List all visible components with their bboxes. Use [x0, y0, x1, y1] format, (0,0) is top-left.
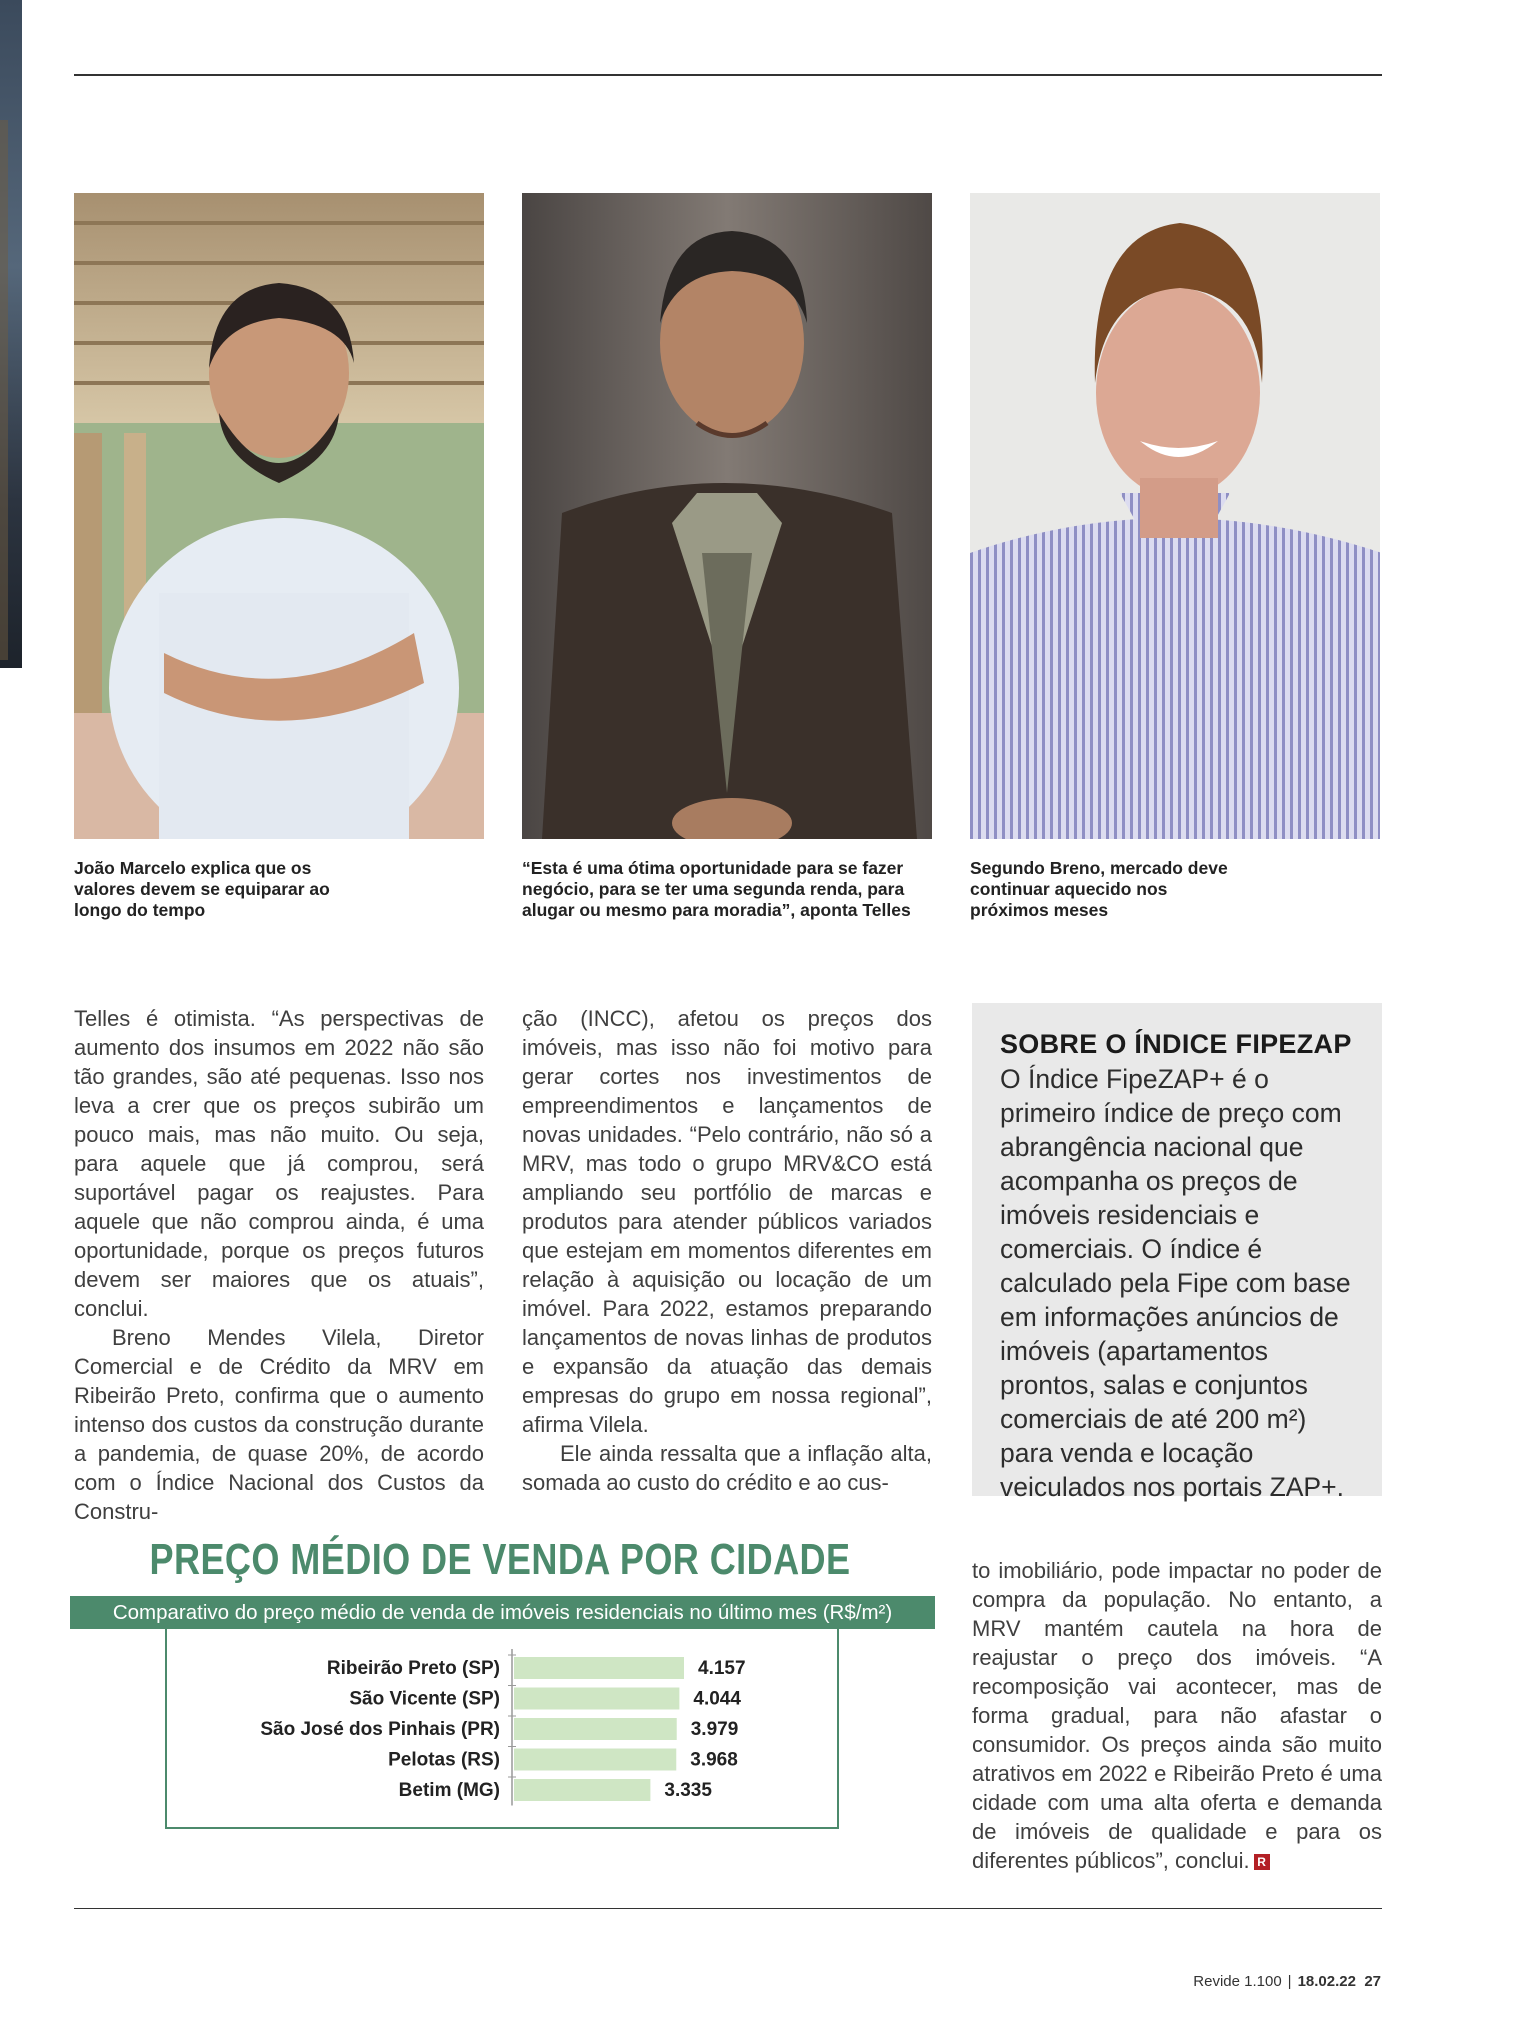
category-label: Betim (MG) — [398, 1780, 500, 1801]
article-column-3 — [972, 1556, 1382, 1875]
photo-joao-marcelo — [74, 193, 484, 839]
value-label: 4.157 — [698, 1658, 746, 1679]
bar — [514, 1657, 684, 1679]
bottom-rule — [74, 1908, 1382, 1909]
footer-date: 18.02.22 — [1297, 1973, 1356, 1990]
article-column-2 — [522, 1004, 932, 1497]
bar — [514, 1779, 650, 1801]
bar — [514, 1718, 677, 1740]
footer-separator: | — [1287, 1973, 1292, 1990]
sidebar-title: SOBRE O ÍNDICE FIPEZAP — [1000, 1029, 1352, 1059]
bar — [514, 1749, 676, 1771]
bar — [514, 1688, 679, 1710]
value-label: 3.335 — [664, 1780, 712, 1801]
caption-breno: Segundo Breno, mercado deve continuar aquecido nos próximos meses — [970, 858, 1228, 920]
value-label: 3.968 — [690, 1749, 738, 1771]
photo-breno — [970, 193, 1380, 839]
category-label: Ribeirão Preto (SP) — [326, 1658, 500, 1679]
article-paragraph: Breno Mendes Vilela, Diretor Comercial e de Crédito da MRV em Ribeirão Preto, confirma que o aumento intenso dos custos da construção durante a pandemia, de quase 20%, de acordo com o Índice Nacional dos Custos da Constru- — [74, 1325, 484, 1524]
page-footer — [1193, 1973, 1381, 1990]
top-rule — [74, 74, 1382, 76]
revide-logo-icon: R — [1254, 1854, 1270, 1870]
category-label: São José dos Pinhais (PR) — [260, 1719, 500, 1740]
caption-telles: “Esta é uma ótima oportunidade para se fazer negócio, para se ter uma segunda renda, para alugar ou mesmo para moradia”, aponta Telles — [522, 858, 911, 920]
article-paragraph: to imobiliário, pode impactar no poder de compra da população. No entanto, a MRV mantém cautela na hora de reajustar o preço dos imóveis. “A recomposição vai acontecer, mas de forma gradual, para não afastar o consumidor. Os preços ainda são muito atrativos em 2022 e Ribeirão Preto é uma cidade com uma alta oferta e demanda de imóveis de qualidade e para os diferentes públicos”, conclui. — [972, 1558, 1382, 1873]
photo-telles — [522, 193, 932, 839]
article-paragraph: ção (INCC), afetou os preços dos imóveis, mas isso não foi motivo para gerar cortes nos investimentos de empreendimentos e lançamentos de novas unidades. “Pelo contrário, não só a MRV, mas todo o grupo MRV&CO está ampliando seu portfólio de marcas e produtos para atender públicos variados que estejam em momentos diferentes em relação à aquisição ou locação de um imóvel. Para 2022, estamos preparando lançamentos de novas linhas de produtos e expansão da atuação das demais empresas do grupo em nossa regional”, afirma Vilela. — [522, 1006, 932, 1437]
footer-magazine: Revide 1.100 — [1193, 1973, 1282, 1990]
value-label: 4.044 — [693, 1688, 741, 1710]
chart-frame — [165, 1629, 839, 1829]
chart-subtitle: Comparativo do preço médio de venda de imóveis residenciais no último mes (R$/m²) — [70, 1596, 935, 1629]
chart-title: PREÇO MÉDIO DE VENDA POR CIDADE — [149, 1535, 851, 1584]
fipezap-sidebar — [972, 1003, 1382, 1502]
article-paragraph: Telles é otimista. “As perspectivas de aumento dos insumos em 2022 não são tão grandes, são até pequenas. Isso nos leva a crer que os preços subirão um pouco mais, mas não muito. Ou seja, para aquele que já comprou, será suportável pagar os reajustes. Para aquele que não comprou ainda, é uma oportunidade, porque os preços futuros devem ser maiores que os atuais”, conclui. — [74, 1006, 484, 1321]
facing-page-edge-detail — [0, 120, 8, 660]
sidebar-text: O Índice FipeZAP+ é o primeiro índice de preço com abrangência nacional que acompanha os preços de imóveis residenciais e comerciais. O índice é calculado pela Fipe com base em informações anúncios de imóveis (apartamentos prontos, salas e conjuntos comerciais de até 200 m²) para venda e locação veiculados nos portais ZAP+. — [1000, 1064, 1351, 1502]
article-paragraph: Ele ainda ressalta que a inflação alta, somada ao custo do crédito e ao cus- — [522, 1441, 932, 1495]
category-label: São Vicente (SP) — [349, 1688, 500, 1710]
caption-joao-marcelo: João Marcelo explica que os valores devem se equiparar ao longo do tempo — [74, 858, 330, 920]
value-label: 3.979 — [690, 1719, 739, 1740]
article-column-1 — [74, 1004, 484, 1526]
bar-chart — [167, 1629, 837, 1827]
page-number: 27 — [1364, 1973, 1381, 1990]
category-label: Pelotas (RS) — [388, 1749, 500, 1771]
